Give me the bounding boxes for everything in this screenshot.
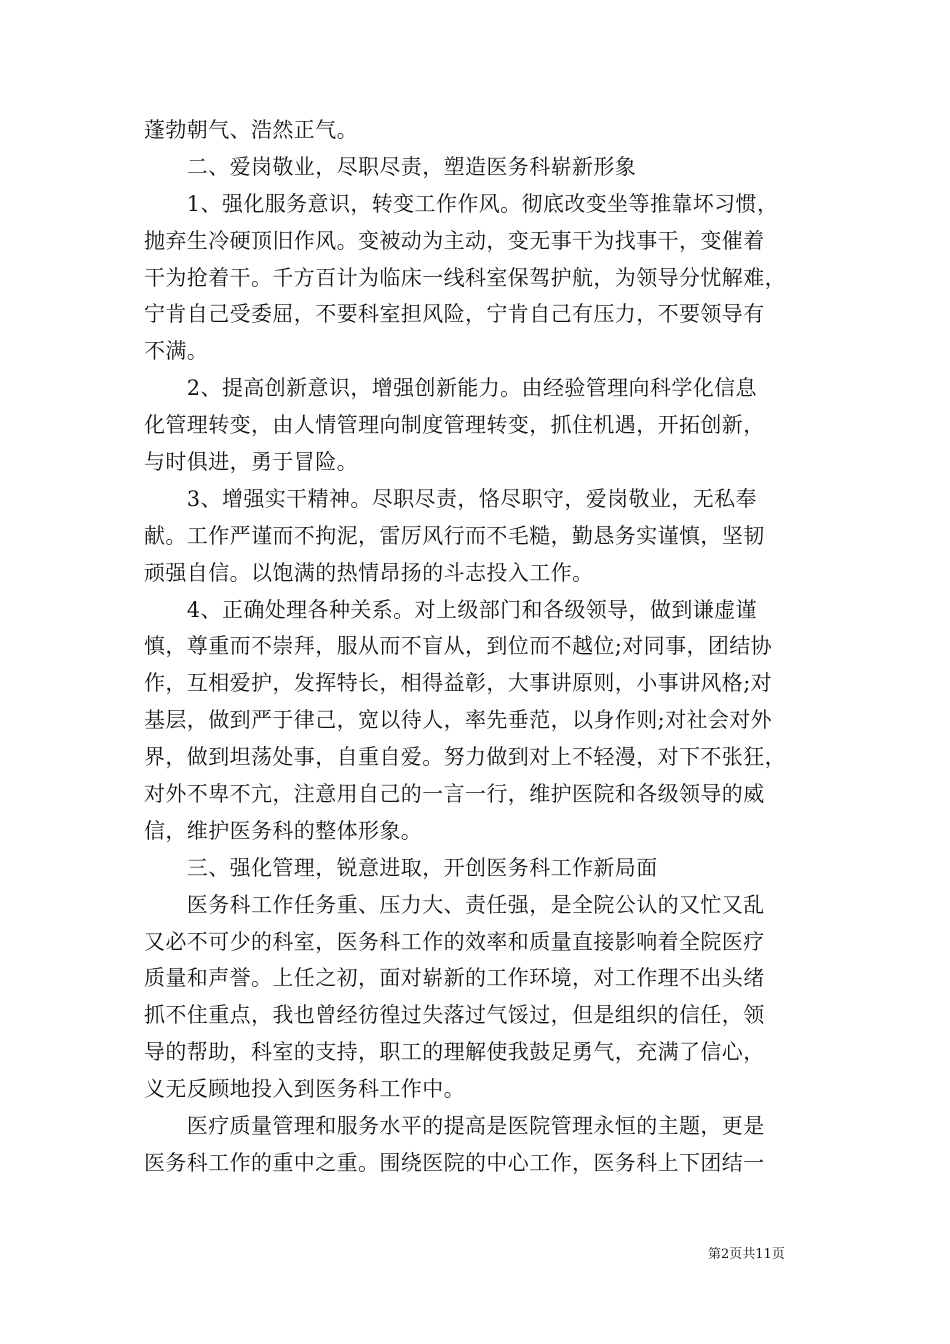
page-number: 第2页共11页 xyxy=(708,1247,785,1262)
text-line: 4、正确处理各种关系。对上级部门和各级领导，做到谦虚谨 xyxy=(144,597,757,622)
text-line: 医疗质量管理和服务水平的提高是医院管理永恒的主题，更是 xyxy=(144,1114,765,1139)
text-line: 信，维护医务科的整体形象。 xyxy=(144,818,423,843)
text-line: 界，做到坦荡处事，自重自爱。努力做到对上不轻漫，对下不张狂， xyxy=(144,745,786,770)
text-line: 医务科工作的重中之重。围绕医院的中心工作，医务科上下团结一 xyxy=(144,1150,765,1175)
text-line: 献。工作严谨而不拘泥，雷厉风行而不毛糙，勤恳务实谨慎，坚韧 xyxy=(144,523,765,548)
text-line: 作，互相爱护，发挥特长，相得益彰，大事讲原则，小事讲风格;对 xyxy=(144,671,773,696)
text-line: 导的帮助，科室的支持，职工的理解使我鼓足勇气，充满了信心， xyxy=(144,1040,765,1065)
text-line: 抛弃生冷硬顶旧作风。变被动为主动，变无事干为找事干，变催着 xyxy=(144,228,765,253)
text-line: 2、提高创新意识，增强创新能力。由经验管理向科学化信息 xyxy=(144,376,757,401)
text-line: 抓不住重点，我也曾经彷徨过失落过气馁过，但是组织的信任，领 xyxy=(144,1003,765,1028)
text-line: 义无反顾地投入到医务科工作中。 xyxy=(144,1077,465,1102)
text-line: 又必不可少的科室，医务科工作的效率和质量直接影响着全院医疗 xyxy=(144,929,765,954)
text-line: 干为抢着干。千方百计为临床一线科室保驾护航，为领导分忧解难， xyxy=(144,265,786,290)
text-line: 1、强化服务意识，转变工作作风。彻底改变坐等推靠坏习惯， xyxy=(144,191,779,216)
text-line: 不满。 xyxy=(144,339,209,364)
text-line: 蓬勃朝气、浩然正气。 xyxy=(144,118,358,142)
text-line: 宁肯自己受委屈，不要科室担风险，宁肯自己有压力，不要领导有 xyxy=(144,302,765,327)
text-line: 质量和声誉。上任之初，面对崭新的工作环境，对工作理不出头绪 xyxy=(144,966,765,991)
text-line: 化管理转变，由人情管理向制度管理转变，抓住机遇，开拓创新， xyxy=(144,413,765,438)
text-line: 医务科工作任务重、压力大、责任强，是全院公认的又忙又乱 xyxy=(144,892,765,917)
text-line: 3、增强实干精神。尽职尽责，恪尽职守，爱岗敬业，无私奉 xyxy=(144,486,757,511)
text-line: 二、爱岗敬业，尽职尽责，塑造医务科崭新形象 xyxy=(144,154,637,179)
text-line: 与时俱进，勇于冒险。 xyxy=(144,450,358,475)
text-line: 顽强自信。以饱满的热情昂扬的斗志投入工作。 xyxy=(144,560,594,585)
text-line: 对外不卑不亢，注意用自己的一言一行，维护医院和各级领导的威 xyxy=(144,782,765,807)
document-body xyxy=(144,112,810,1182)
text-line: 三、强化管理，锐意进取，开创医务科工作新局面 xyxy=(144,855,658,880)
text-line: 慎，尊重而不崇拜，服从而不盲从，到位而不越位;对同事，团结协 xyxy=(144,634,773,659)
text-line: 基层，做到严于律己，宽以待人，率先垂范，以身作则;对社会对外 xyxy=(144,708,773,733)
